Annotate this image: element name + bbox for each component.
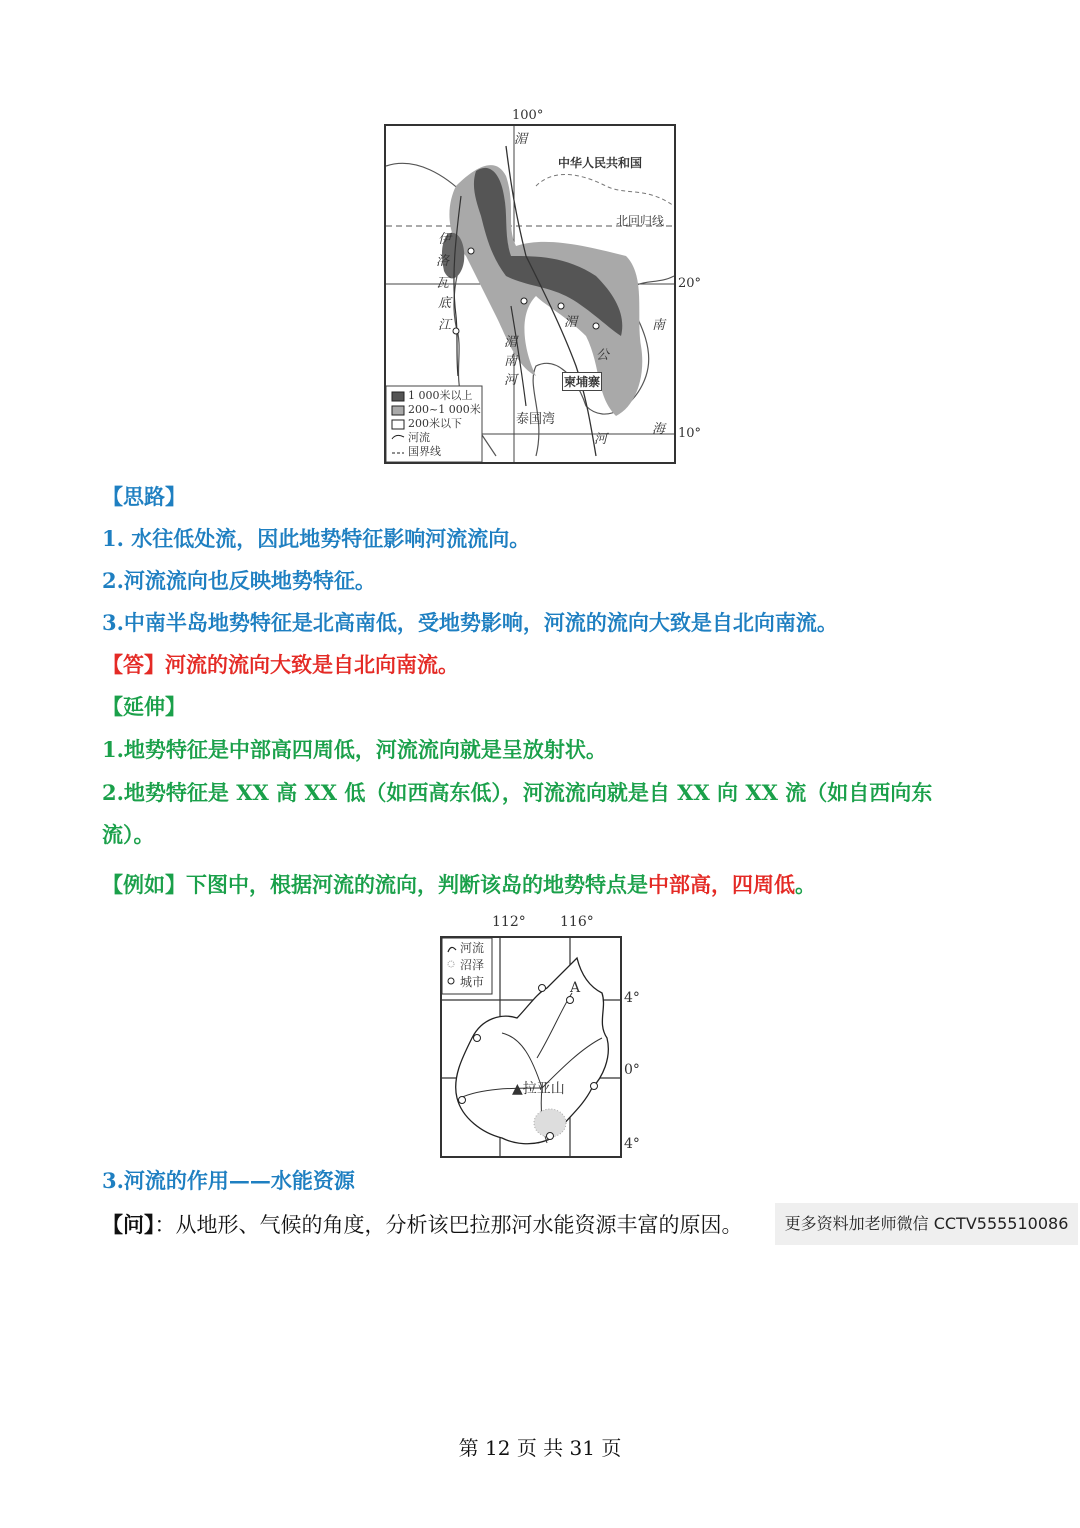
river-char-11: 河 [504,373,518,388]
answer-line [102,650,459,680]
section3-title: 3.河流的作用——水能资源 [102,1168,355,1193]
river-char-3: 河 [594,432,608,447]
legend-5: 国界线 [408,445,441,458]
page-footer: 第 12 页 共 31 页 [458,1436,622,1460]
lat-20-label: 20° [678,276,702,291]
extension-item-1: 1.地势特征是中部高四周低，河流流向就是呈放射状。 [102,737,607,762]
lat-4s-label: 4° [624,1136,640,1152]
question-line [102,1210,743,1240]
legend-1: 1 000米以上 [408,389,473,402]
indochina-map [384,108,702,466]
river-char-4: 伊 [438,232,452,247]
example-highlight: 中部高，四周低 [648,872,795,897]
thinking-item-3: 3.中南半岛地势特征是北高南低，受地势影响，河流的流向大致是自北向南流。 [102,610,838,635]
question-label: 【问】 [102,1212,155,1237]
legend-river: 河流 [460,941,485,955]
river-char-12: 湄 [514,132,528,147]
lat-4n-label: 4° [624,990,640,1006]
longitude-116-label: 116° [560,914,594,930]
extension-item-2-cont: 流）。 [102,822,155,847]
legend-4: 河流 [408,431,430,444]
extension-title: 【延伸】 [102,694,186,719]
legend-2: 200~1 000米 [408,403,481,416]
river-char-14: 海 [652,422,666,437]
question-text: ：从地形、气候的角度，分析该巴拉那河水能资源丰富的原因。 [154,1213,743,1237]
river-char-9: 湄 [504,335,518,350]
river-char-8: 江 [438,318,452,333]
extension-item-2: 2.地势特征是 XX 高 XX 低（如西高东低），河流流向就是自 XX 向 XX 流（如自西向东 [102,780,933,805]
legend-3: 200米以下 [408,417,462,430]
country-label: 中华人民共和国 [558,156,643,170]
river-char-6: 瓦 [436,276,450,291]
longitude-100-label: 100° [512,108,544,123]
river-char-2: 公 [596,348,610,363]
longitude-112-label: 112° [492,914,526,930]
example-text: 下图中，根据河流的流向，判断该岛的地势特点是 [186,872,648,897]
cambodia-label: 柬埔寨 [562,372,602,391]
mountain-label: ▲拉亚山 [512,1081,565,1097]
legend-city: 城市 [460,975,485,989]
lat-10-label: 10° [678,426,702,441]
watermark-banner: 更多资料加老师微信 CCTV555510086 [775,1203,1078,1245]
point-a-label: A [570,980,581,996]
river-char-10: 南 [504,354,518,369]
answer-label: 【答】 [102,652,165,677]
river-char-7: 底 [438,296,452,311]
thinking-title: 【思路】 [102,484,186,509]
example-end: 。 [795,872,816,897]
answer-text: 河流的流向大致是自北向南流。 [165,652,459,677]
gulf-label: 泰国湾 [516,412,556,427]
thinking-item-1: 1. 水往低处流，因此地势特征影响河流流向。 [102,526,531,551]
river-char-13: 南 [652,318,666,333]
river-char-1: 湄 [564,315,578,330]
legend-swamp: 沼泽 [460,958,485,972]
tropic-label: 北回归线 [616,214,665,228]
example-label: 【例如】 [102,872,186,897]
lat-0-label: 0° [624,1062,640,1078]
example-line [102,870,816,900]
island-map [440,914,650,1160]
river-char-5: 洛 [436,254,450,269]
thinking-item-2: 2.河流流向也反映地势特征。 [102,568,376,593]
